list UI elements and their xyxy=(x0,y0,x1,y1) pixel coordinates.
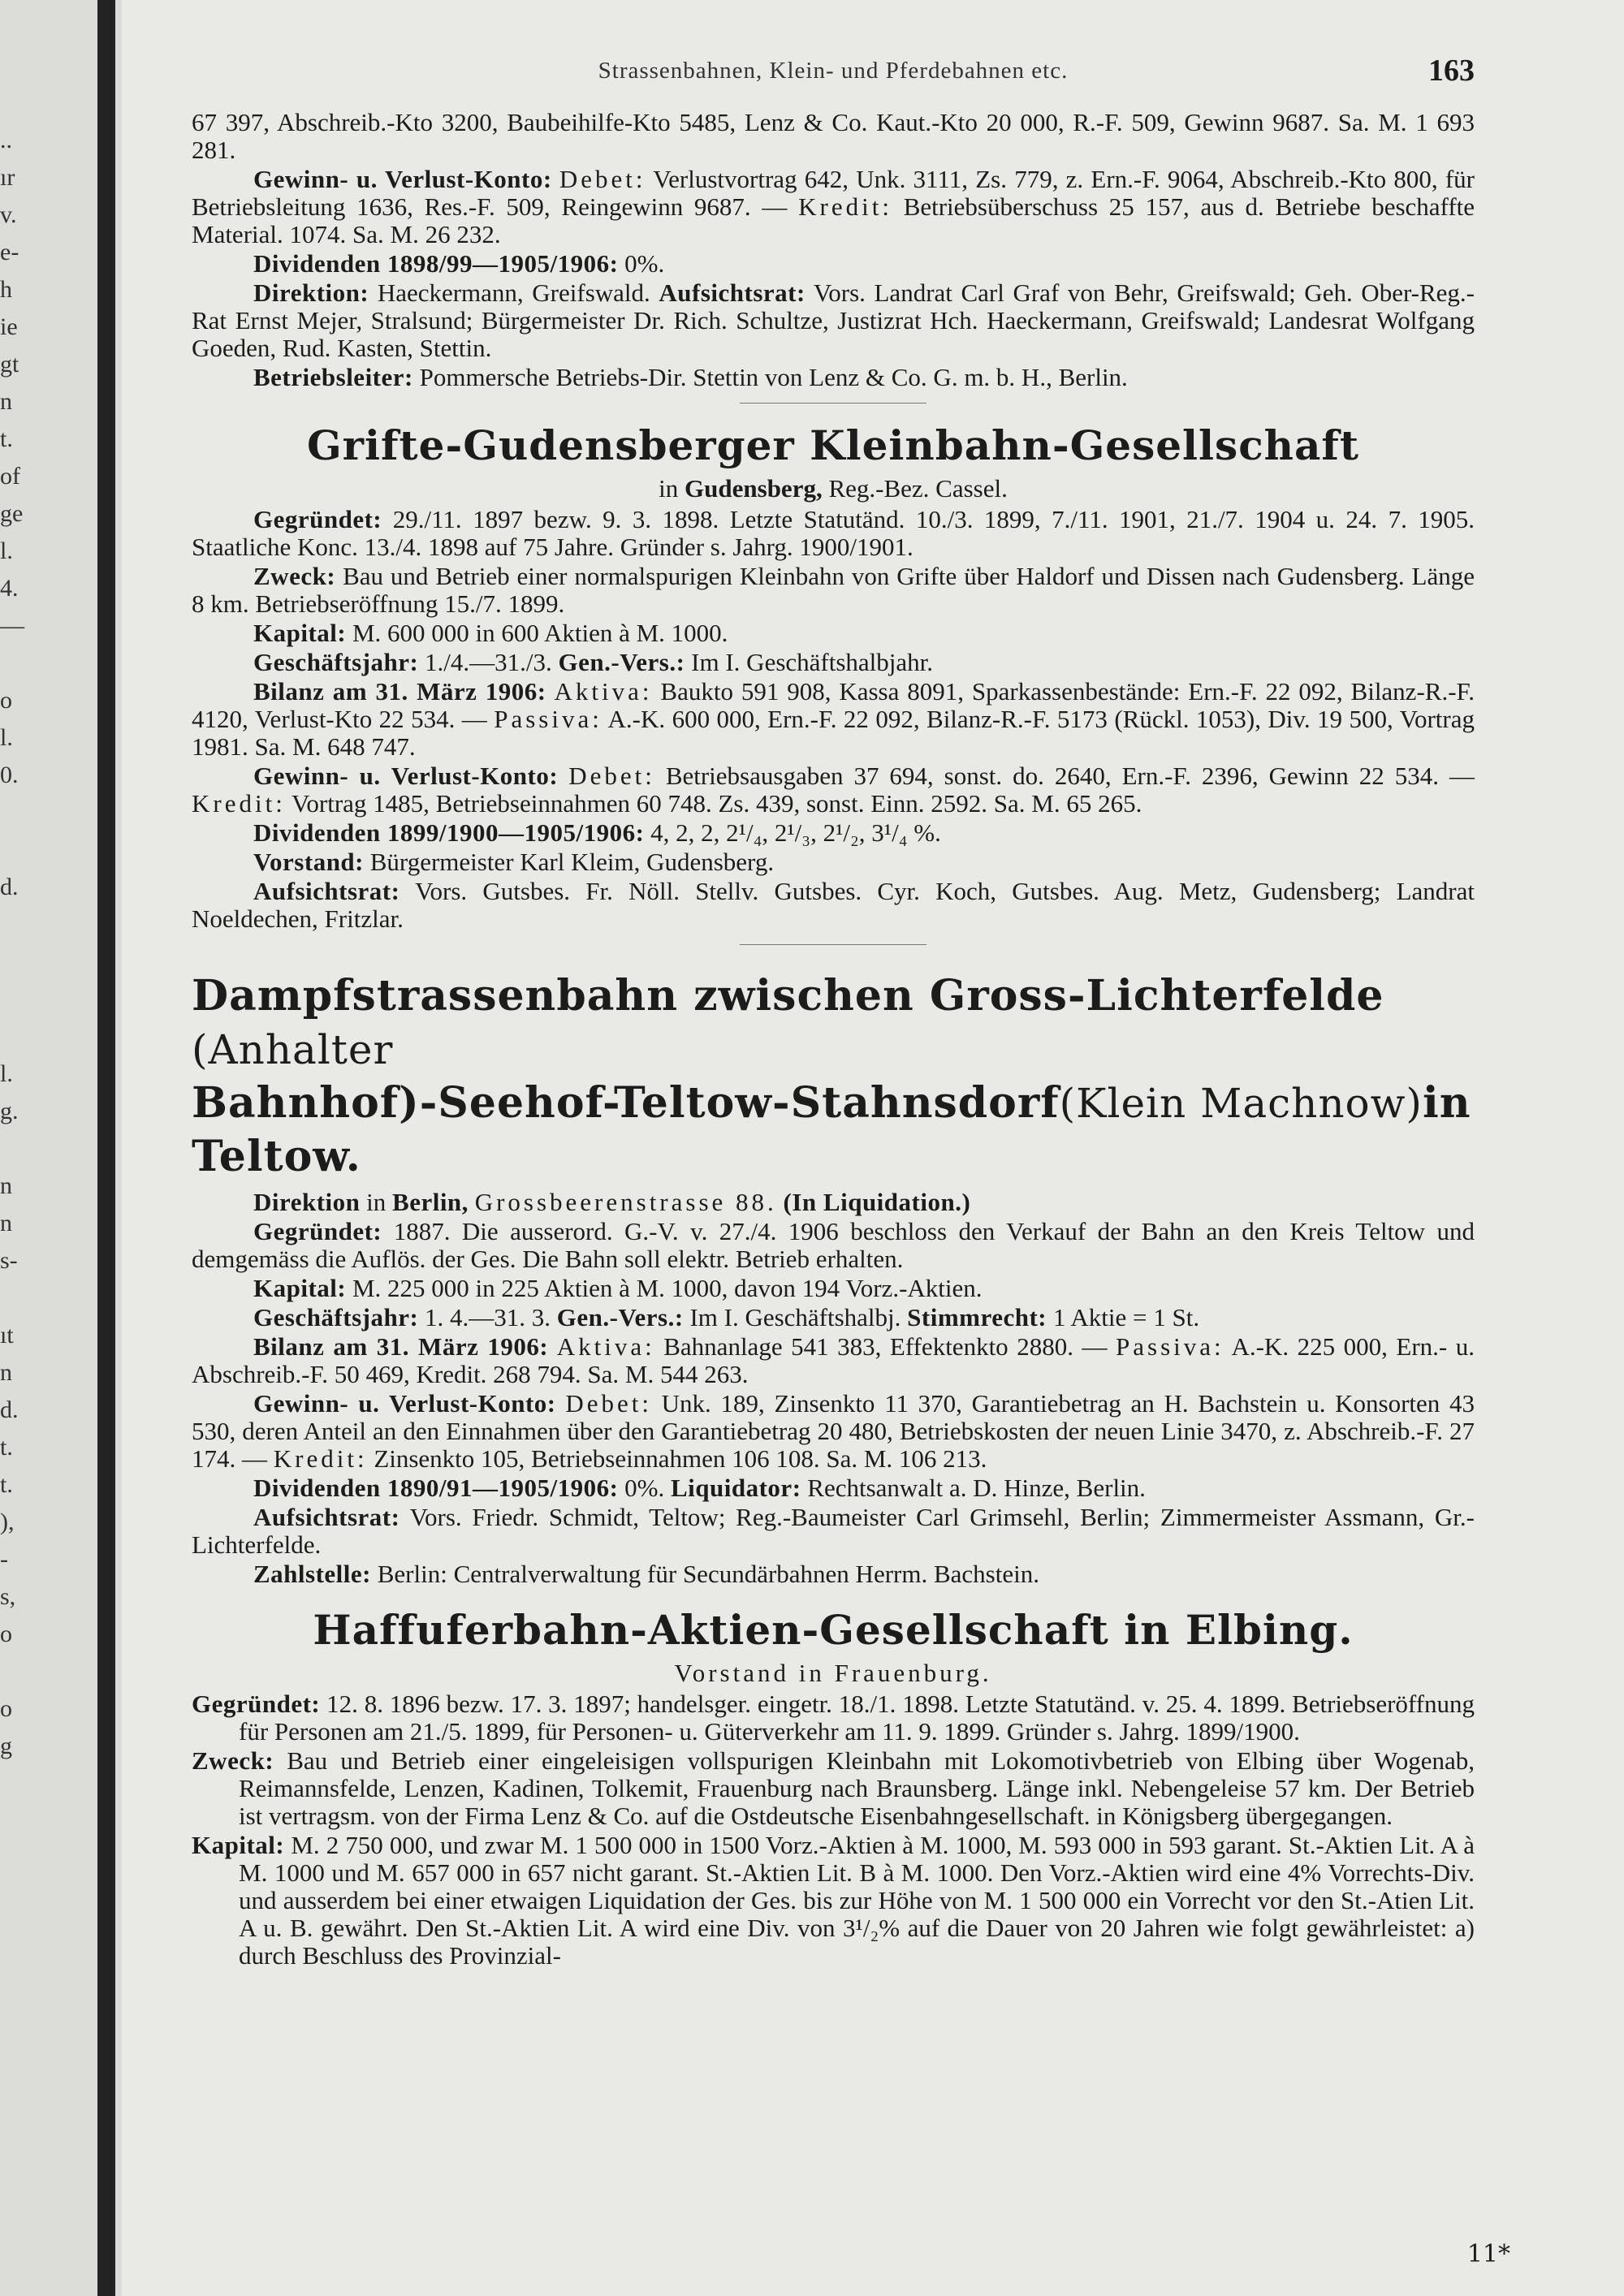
margin-fragment: ır xyxy=(0,164,15,191)
margin-fragment: gt xyxy=(0,351,19,378)
margin-fragment xyxy=(0,906,18,943)
margin-fragment xyxy=(0,1130,18,1167)
running-title: Strassenbahnen, Klein- und Pferdebahnen etc. xyxy=(598,58,1069,84)
dividenden: Dividenden 1890/91—1905/1906: 0%. Liquidator: Rechtsanwalt a. D. Hinze, Berlin. xyxy=(253,1474,1146,1502)
margin-fragment: e- xyxy=(0,239,19,265)
margin-fragment: n xyxy=(0,1172,12,1199)
margin-fragment: d. xyxy=(0,874,19,900)
gegruendet: Gegründet: 1887. Die ausserord. G.-V. v. 27./4. 1906 beschloss den Verkauf der Bahn an den Kreis Teltow und demgemäss die Auflös. der Ges. Die Bahn soll elektr. Betrieb erhalten. xyxy=(192,1217,1475,1273)
margin-fragment: o xyxy=(0,687,12,714)
margin-fragment: g. xyxy=(0,1098,19,1124)
margin-fragment xyxy=(0,794,18,831)
margin-fragment: h xyxy=(0,276,12,303)
margin-fragment: — xyxy=(0,612,24,639)
kapital: Kapital: M. 600 000 in 600 Aktien à M. 1000. xyxy=(253,619,728,647)
company-location: Vorstand in Frauenburg. xyxy=(674,1659,992,1687)
signature-mark: 11* xyxy=(1466,2240,1510,2268)
margin-fragment: l. xyxy=(0,724,13,751)
margin-fragment: ge xyxy=(0,500,24,527)
direktion: Direktion: Haeckermann, Greifswald. Aufsichtsrat: Vors. Landrat Carl Graf von Behr, Greifswald; Geh. Ober-Reg.-Rat Ernst Mejer, Stralsund; Bürgermeister Dr. Rich. Schultze, Justizrat Hch. Haeckermann, Greifswald; Landesrat Wolfgang Goeden, Rud. Kasten, Stettin. xyxy=(192,278,1475,362)
margin-fragment: ie xyxy=(0,313,18,340)
bilanz: Bilanz am 31. März 1906: Aktiva: Bahnanlage 541 383, Effektenkto 2880. — Passiva: A.-K. 225 000, Ern.- u. Abschreib.-F. 50 469, Kredit. 268 794. Sa. M. 544 263. xyxy=(192,1332,1475,1388)
dividenden: Dividenden 1899/1900—1905/1906: 4, 2, 2, 2¹/₄, 2¹/₃, 2¹/₂, 3¹/₄ %. xyxy=(253,818,941,847)
geschaeftsjahr: Geschäftsjahr: 1. 4.—31. 3. Gen.-Vers.: Im I. Geschäftshalbj. Stimmrecht: 1 Aktie = 1 St. xyxy=(253,1303,1200,1331)
margin-fragment: g xyxy=(0,1733,12,1759)
dividenden: Dividenden 1898/99—1905/1906: 0%. xyxy=(253,249,665,278)
company-title: Dampfstrassenbahn zwischen Gross-Lichterfelde (Anhalter Bahnhof)-Seehof-Teltow-Stahnsdorf(Klein Machnow)in Teltow. xyxy=(192,971,1471,1181)
zweck: Zweck: Bau und Betrieb einer normalspurigen Kleinbahn von Grifte über Haldorf und Dissen nach Gudensberg. Länge 8 km. Betriebseröffnung 15./7. 1899. xyxy=(192,562,1475,618)
direktion: Direktion in Berlin, Grossbeerenstrasse 88. (In Liquidation.) xyxy=(253,1188,971,1216)
bilanz: Bilanz am 31. März 1906: Aktiva: Baukto 591 908, Kassa 8091, Sparkassenbestände: Ern.-F. 22 092, Bilanz-R.-F. 4120, Verlust-Kto 22 534. — Passiva: A.-K. 600 000, Ern.-F. 22 092, Bilanz-R.-F. 5173 (Rückl. 1053), Div. 19 500, Vortrag 1981. Sa. M. 648 747. xyxy=(192,677,1475,761)
margin-fragment: d. xyxy=(0,1396,19,1423)
margin-fragment: ), xyxy=(0,1508,15,1535)
betriebsleiter: Betriebsleiter: Pommersche Betriebs-Dir. Stettin von Lenz & Co. G. m. b. H., Berlin. xyxy=(253,363,1128,391)
margin-fragment: .. xyxy=(0,127,12,153)
margin-fragment xyxy=(0,1653,18,1690)
gegruendet: Gegründet: 29./11. 1897 bezw. 9. 3. 1898. Letzte Statutänd. 10./3. 1899, 7./11. 1901, 21./7. 1904 u. 24. 7. 1905. Staatliche Konc. 13./4. 1898 auf 75 Jahre. Gründer s. Jahrg. 1900/1901. xyxy=(192,505,1475,561)
gewinn-verlust: Gewinn- u. Verlust-Konto: Debet: Unk. 189, Zinsenkto 11 370, Garantiebetrag an H. Bachstein u. Konsorten 43 530, deren Anteil an den Einnahmen über den Garantiebetrag 20 480, Betriebskosten der neuen Linie 3470, z. Abschreib.-F. 27 174. — Kredit: Zinsenkto 105, Betriebseinnahmen 106 108. Sa. M. 106 213. xyxy=(192,1389,1475,1473)
entry-grifte-gudensberger xyxy=(192,421,1475,933)
margin-fragment: t. xyxy=(0,425,13,452)
continuation-intro: 67 397, Abschreib.-Kto 3200, Baubeihilfe-Kto 5485, Lenz & Co. Kaut.-Kto 20 000, R.-F. 509, Gewinn 9687. Sa. M. 1 693 281. xyxy=(192,108,1475,164)
gewinn-verlust: Gewinn- u. Verlust-Konto: Debet: Verlustvortrag 642, Unk. 3111, Zs. 779, z. Ern.-F. 9064, Abschreib.-Kto 800, für Betriebsleitung 1636, Res.-F. 509, Reingewinn 9687. — Kredit: Betriebsüberschuss 25 157, aus d. Betriebe beschaffte Material. 1074. Sa. M. 26 232. xyxy=(192,165,1475,248)
aufsichtsrat: Aufsichtsrat: Vors. Friedr. Schmidt, Teltow; Reg.-Baumeister Carl Grimsehl, Berlin; Zimmermeister Assmann, Gr.-Lichterfelde. xyxy=(192,1503,1475,1559)
zahlstelle: Zahlstelle: Berlin: Centralverwaltung für Secundärbahnen Herrm. Bachstein. xyxy=(253,1560,1039,1588)
entry-continuation xyxy=(192,109,1475,391)
company-title: Haffuferbahn-Aktien-Gesellschaft in Elbing. xyxy=(313,1606,1354,1654)
page-number: 163 xyxy=(1428,54,1475,88)
margin-fragment: 4. xyxy=(0,575,19,602)
kapital: Kapital: M. 225 000 in 225 Aktien à M. 1000, davon 194 Vorz.-Aktien. xyxy=(253,1274,983,1302)
gewinn-verlust: Gewinn- u. Verlust-Konto: Debet: Betriebsausgaben 37 694, sonst. do. 2640, Ern.-F. 2396, Gewinn 22 534. — Kredit: Vortrag 1485, Betriebseinnahmen 60 748. Zs. 439, sonst. Einn. 2592. Sa. M. 65 265. xyxy=(192,762,1475,818)
margin-fragment: n xyxy=(0,1210,12,1236)
section-rule xyxy=(740,944,926,945)
margin-fragment: o xyxy=(0,1621,12,1647)
margin-fragment xyxy=(0,645,18,682)
margin-fragment: t. xyxy=(0,1434,13,1461)
kapital: Kapital: M. 2 750 000, und zwar M. 1 500 000 in 1500 Vorz.-Aktien à M. 1000, M. 593 000 in 593 garant. St.-Aktien Lit. A à M. 1000 und M. 657 000 in 657 nicht garant. St.-Aktien Lit. B à M. 1000. Den Vorz.-Aktien wird eine 4% Vorrechts-Div. und ausserdem bei einer etwaigen Liquidation der Ges. bis zur Höhe von M. 1 500 000 ein Vorrecht vor den St.-Atien Lit. A u. B. gewährt. Den St.-Aktien Lit. A wird eine Div. von 3¹/₂% auf die Dauer von 20 Jahren wie folgt gewährleistet: a) durch Beschluss des Provinzial- xyxy=(192,1831,1475,1970)
entry-dampfstrassenbahn xyxy=(192,969,1475,1588)
margin-fragment: s- xyxy=(0,1247,18,1274)
aufsichtsrat: Aufsichtsrat: Vors. Gutsbes. Fr. Nöll. Stellv. Gutsbes. Cyr. Koch, Gutsbes. Aug. Metz, Gudensberg; Landrat Noeldechen, Fritzlar. xyxy=(192,877,1475,933)
margin-fragment: - xyxy=(0,1546,8,1573)
margin-fragment xyxy=(0,1018,18,1055)
previous-page-fragments xyxy=(0,122,24,1765)
geschaeftsjahr: Geschäftsjahr: 1./4.—31./3. Gen.-Vers.: Im I. Geschäftshalbjahr. xyxy=(253,648,934,676)
margin-fragment: l. xyxy=(0,1060,13,1087)
margin-fragment: o xyxy=(0,1695,12,1722)
margin-fragment xyxy=(0,1280,18,1317)
margin-fragment: v. xyxy=(0,201,17,228)
section-rule xyxy=(740,403,926,404)
margin-fragment: l. xyxy=(0,537,13,564)
margin-fragment xyxy=(0,943,18,981)
company-title: Grifte-Gudensberger Kleinbahn-Gesellschaft xyxy=(306,421,1359,469)
margin-fragment: t. xyxy=(0,1471,13,1498)
margin-fragment: of xyxy=(0,463,20,490)
margin-fragment: 0. xyxy=(0,762,19,788)
page-header xyxy=(192,54,1475,109)
margin-fragment: s, xyxy=(0,1583,16,1610)
margin-fragment xyxy=(0,981,18,1018)
zweck: Zweck: Bau und Betrieb einer eingeleisigen vollspurigen Kleinbahn mit Lokomotivbetrieb von Elbing über Wogenab, Reimannsfelde, Lenzen, Kadinen, Tolkemit, Frauenburg nach Braunsberg. Länge inkl. Nebengeleise 57 km. Der Betrieb ist vertragsm. von der Firma Lenz & Co. auf die Ostdeutsche Eisenbahngesellschaft. in Königsberg übergegangen. xyxy=(192,1746,1475,1830)
margin-fragment xyxy=(0,831,18,869)
company-location: in Gudensberg, Reg.-Bez. Cassel. xyxy=(659,474,1008,503)
entry-haffuferbahn xyxy=(192,1606,1475,1970)
margin-fragment: n xyxy=(0,388,12,415)
margin-fragment: ıt xyxy=(0,1322,14,1349)
binding-shadow xyxy=(97,0,115,2296)
margin-fragment: n xyxy=(0,1359,12,1386)
vorstand: Vorstand: Bürgermeister Karl Kleim, Gudensberg. xyxy=(253,848,775,876)
document-page xyxy=(192,54,1475,2281)
gegruendet: Gegründet: 12. 8. 1896 bezw. 17. 3. 1897; handelsger. eingetr. 18./1. 1898. Letzte Statutänd. v. 25. 4. 1899. Betriebseröffnung für Personen am 21./5. 1899, für Personen- u. Güterverkehr am 11. 9. 1899. Gründer s. Jahrg. 1899/1900. xyxy=(192,1690,1475,1746)
